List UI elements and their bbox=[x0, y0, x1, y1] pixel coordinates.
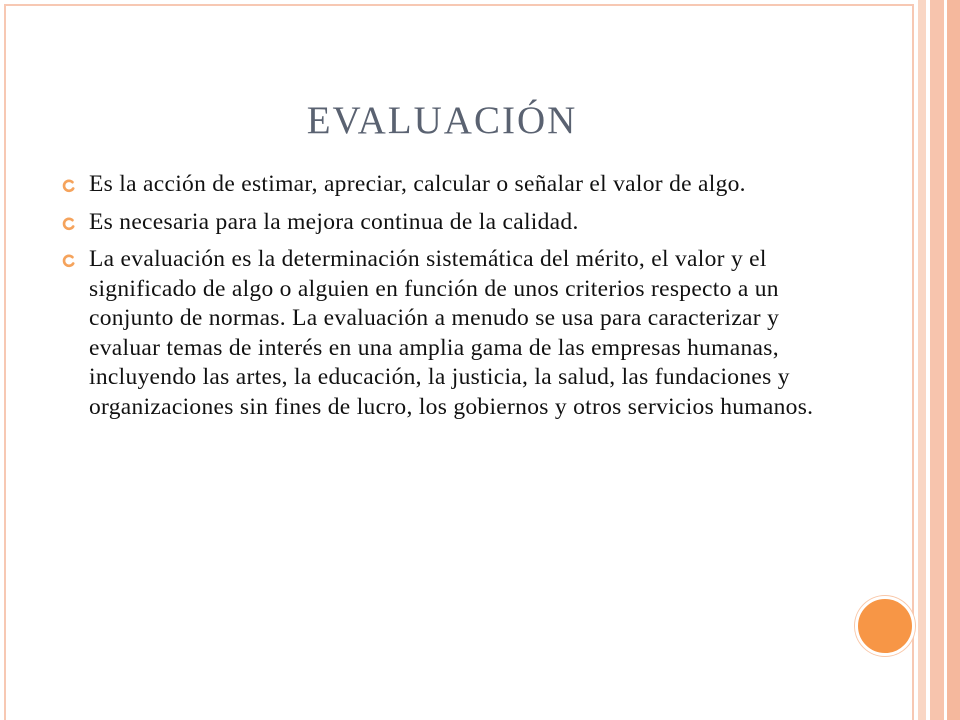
open-circle-bullet-icon bbox=[62, 217, 76, 231]
open-circle-bullet-icon bbox=[62, 254, 76, 268]
decorative-stripe bbox=[947, 0, 960, 720]
open-circle-bullet-icon bbox=[62, 179, 76, 193]
slide-title: EVALUACIÓN bbox=[306, 99, 578, 142]
decorative-stripe bbox=[918, 0, 926, 720]
bullet-list bbox=[62, 170, 852, 430]
bullet-item bbox=[62, 245, 852, 422]
decorative-circle bbox=[855, 596, 915, 656]
bullet-item bbox=[62, 170, 852, 200]
bullet-text: Es necesaria para la mejora continua de la calidad. bbox=[89, 208, 579, 235]
decorative-stripe bbox=[930, 0, 944, 720]
bullet-item bbox=[62, 208, 852, 238]
bullet-text: La evaluación es la determinación sistemática del mérito, el valor y el significado de algo o alguien en función de unos criterios respecto a un conjunto de normas. La evaluación a menudo se usa para caracterizar y evaluar temas de interés en una amplia gama de las empresas humanas, incluyendo las artes, la educación, la justicia, la salud, las fundaciones y organizaciones sin fines de lucro, los gobiernos y otros servicios humanos. bbox=[89, 246, 814, 420]
bullet-text: Es la acción de estimar, apreciar, calcular o señalar el valor de algo. bbox=[89, 171, 746, 197]
